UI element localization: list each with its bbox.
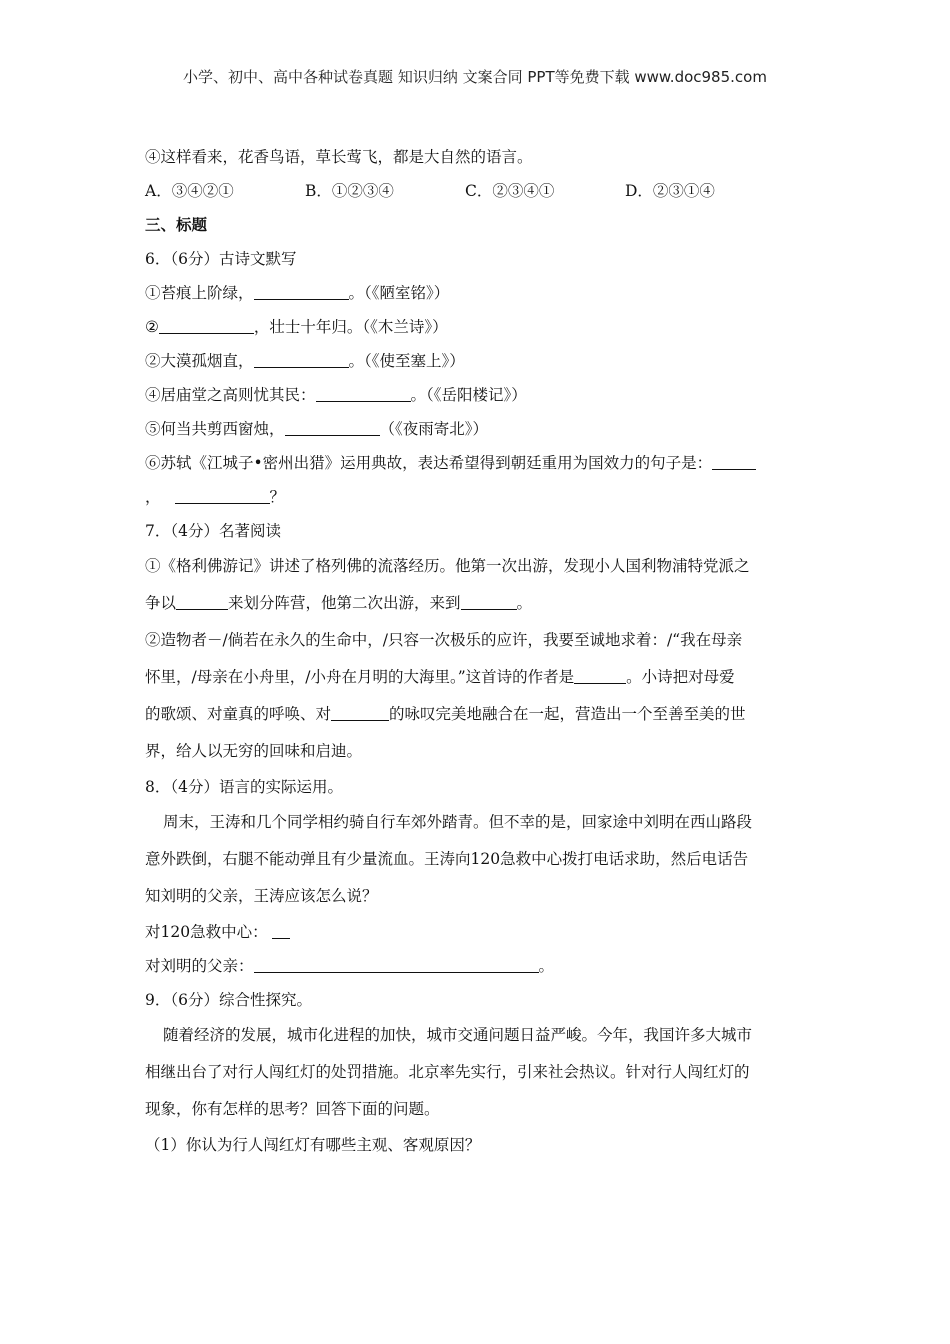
- q6-line-2: ② ，壮士十年归。（《木兰诗》）: [145, 310, 815, 344]
- answer-blank[interactable]: [461, 591, 517, 610]
- q7-para-2c: 的歌颂、对童真的呼唤、对 的咏叹完美地融合在一起，营造出一个至善至美的世: [145, 696, 815, 733]
- answer-blank[interactable]: [285, 417, 380, 436]
- answer-blank[interactable]: [254, 281, 349, 300]
- q6-line-4: ④居庙堂之高则忧其民： 。（《岳阳楼记》）: [145, 378, 815, 412]
- q8-answer-1: 对120急救中心：: [145, 915, 815, 949]
- q8-para-2: 意外跌倒，右腿不能动弹且有少量流血。王涛向120急救中心拨打电话求助，然后电话告: [145, 850, 749, 868]
- q5-choices: [145, 174, 815, 208]
- q9-sub-question-1: （1）你认为行人闯红灯有哪些主观、客观原因？: [145, 1136, 481, 1154]
- q6-line-1: ①苔痕上阶绿， 。（《陋室铭》）: [145, 276, 815, 310]
- q7-para-2a: ②造物者－/倘若在永久的生命中，/只容一次极乐的应许，我要至诚地求着：/“我在母亲: [145, 631, 743, 649]
- q7-para-2b: 怀里，/母亲在小舟里，/小舟在月明的大海里。”这首诗的作者是 。小诗把对母爱: [145, 659, 815, 696]
- choice-b: B．①②③④: [305, 182, 394, 200]
- q9-title: 9．（6分）综合性探究。: [145, 991, 312, 1009]
- answer-blank[interactable]: [272, 920, 290, 939]
- q7-title: 7．（4分）名著阅读: [145, 522, 281, 540]
- q5-option-line: ④这样看来，花香鸟语，草长莺飞，都是大自然的语言。: [145, 148, 533, 166]
- choice-a: A．③④②①: [145, 182, 234, 200]
- answer-blank[interactable]: [574, 665, 626, 684]
- answer-blank[interactable]: [316, 383, 411, 402]
- q9-para-3: 现象，你有怎样的思考？回答下面的问题。: [145, 1100, 440, 1118]
- q6-line-3: ②大漠孤烟直， 。（《使至塞上》）: [145, 344, 815, 378]
- section-heading: 三、标题: [145, 216, 208, 234]
- q8-answer-2: 对刘明的父亲： 。: [145, 949, 815, 983]
- answer-blank[interactable]: [331, 702, 389, 721]
- q8-para-1: 周末，王涛和几个同学相约骑自行车郊外踏青。但不幸的是，回家途中刘明在西山路段: [163, 813, 753, 831]
- q6-title: 6．（6分）古诗文默写: [145, 250, 297, 268]
- q9-para-2: 相继出台了对行人闯红灯的处罚措施。北京率先实行，引来社会热议。针对行人闯红灯的: [145, 1063, 750, 1081]
- answer-blank[interactable]: [159, 315, 254, 334]
- answer-blank[interactable]: [712, 451, 756, 470]
- q6-line-7: ， ？: [145, 480, 815, 514]
- q6-line-6: ⑥苏轼《江城子•密州出猎》运用典故，表达希望得到朝廷重用为国效力的句子是：: [145, 446, 815, 480]
- page-header: 小学、初中、高中各种试卷真题 知识归纳 文案合同 PPT等免费下载 www.doc985.com: [183, 68, 767, 86]
- answer-blank[interactable]: [176, 591, 228, 610]
- choice-c: C．②③④①: [465, 182, 555, 200]
- q6-line-5: ⑤何当共剪西窗烛， （《夜雨寄北》）: [145, 412, 815, 446]
- answer-blank[interactable]: [175, 485, 270, 504]
- q8-title: 8．（4分）语言的实际运用。: [145, 778, 343, 796]
- document-body: [145, 140, 815, 1162]
- q9-para-1: 随着经济的发展，城市化进程的加快，城市交通问题日益严峻。今年，我国许多大城市: [163, 1026, 753, 1044]
- choice-d: D．②③①④: [625, 182, 715, 200]
- q7-para-2d: 界，给人以无穷的回味和启迪。: [145, 742, 363, 760]
- q7-para-1b: 争以 来划分阵营，他第二次出游，来到 。: [145, 585, 815, 622]
- answer-blank[interactable]: [254, 954, 539, 973]
- q7-para-1a: ①《格利佛游记》讲述了格列佛的流落经历。他第一次出游，发现小人国利物浦特党派之: [145, 557, 750, 575]
- answer-blank[interactable]: [254, 349, 349, 368]
- q8-para-3: 知刘明的父亲，王涛应该怎么说？: [145, 887, 378, 905]
